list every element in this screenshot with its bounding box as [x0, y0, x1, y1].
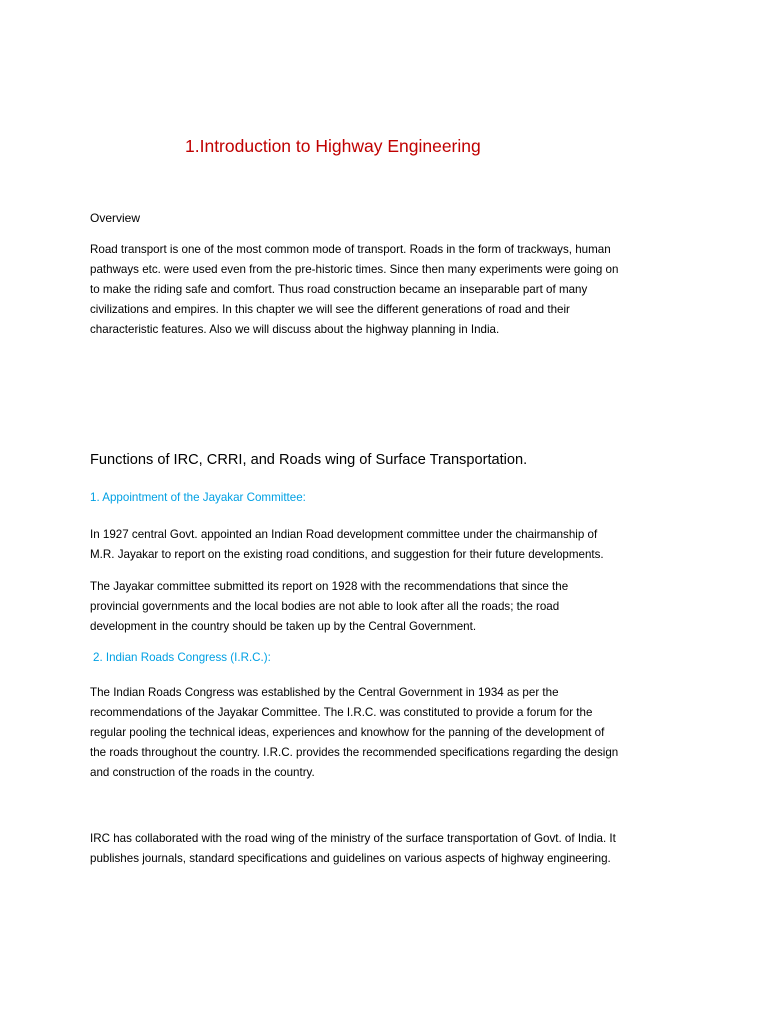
text-line: M.R. Jayakar to report on the existing road conditions, and suggestion for their future developments.: [90, 548, 604, 561]
text-line: Road transport is one of the most common mode of transport. Roads in the form of trackways, human: [90, 243, 611, 256]
text-line: regular pooling the technical ideas, experiences and knowhow for the panning of the development of: [90, 726, 605, 739]
text-line: civilizations and empires. In this chapter we will see the different generations of road and their: [90, 303, 570, 316]
section-2-heading: 2. Indian Roads Congress (I.R.C.):: [93, 651, 271, 664]
text-line: the roads throughout the country. I.R.C. provides the recommended specifications regarding the design: [90, 746, 619, 759]
section-2-paragraph-1: [90, 683, 690, 783]
page-title: 1.Introduction to Highway Engineering: [185, 136, 481, 156]
functions-heading: Functions of IRC, CRRI, and Roads wing of Surface Transportation.: [90, 452, 528, 468]
text-line: characteristic features. Also we will discuss about the highway planning in India.: [90, 323, 500, 336]
text-line: The Indian Roads Congress was established by the Central Government in 1934 as per the: [90, 686, 559, 699]
overview-label: Overview: [90, 211, 141, 225]
section-1-paragraph-1: [90, 525, 690, 565]
section-1-heading: 1. Appointment of the Jayakar Committee:: [90, 491, 306, 504]
text-line: The Jayakar committee submitted its report on 1928 with the recommendations that since the: [90, 580, 569, 593]
section-2-paragraph-2: [90, 829, 690, 869]
section-1-paragraph-2: [90, 577, 690, 637]
text-line: to make the riding safe and comfort. Thus road construction became an inseparable part of many: [90, 283, 588, 296]
text-line: development in the country should be taken up by the Central Government.: [90, 620, 477, 633]
text-line: publishes journals, standard specifications and guidelines on various aspects of highway engineering.: [90, 852, 611, 865]
text-line: IRC has collaborated with the road wing of the ministry of the surface transportation of Govt. of India. It: [90, 832, 616, 845]
text-line: provincial governments and the local bodies are not able to look after all the roads; the road: [90, 600, 560, 613]
text-line: recommendations of the Jayakar Committee. The I.R.C. was constituted to provide a forum for the: [90, 706, 593, 719]
text-line: pathways etc. were used even from the pre-historic times. Since then many experiments were going on: [90, 263, 619, 276]
text-line: and construction of the roads in the country.: [90, 766, 315, 779]
overview-paragraph: [90, 240, 690, 340]
text-line: In 1927 central Govt. appointed an Indian Road development committee under the chairmanship of: [90, 528, 598, 541]
